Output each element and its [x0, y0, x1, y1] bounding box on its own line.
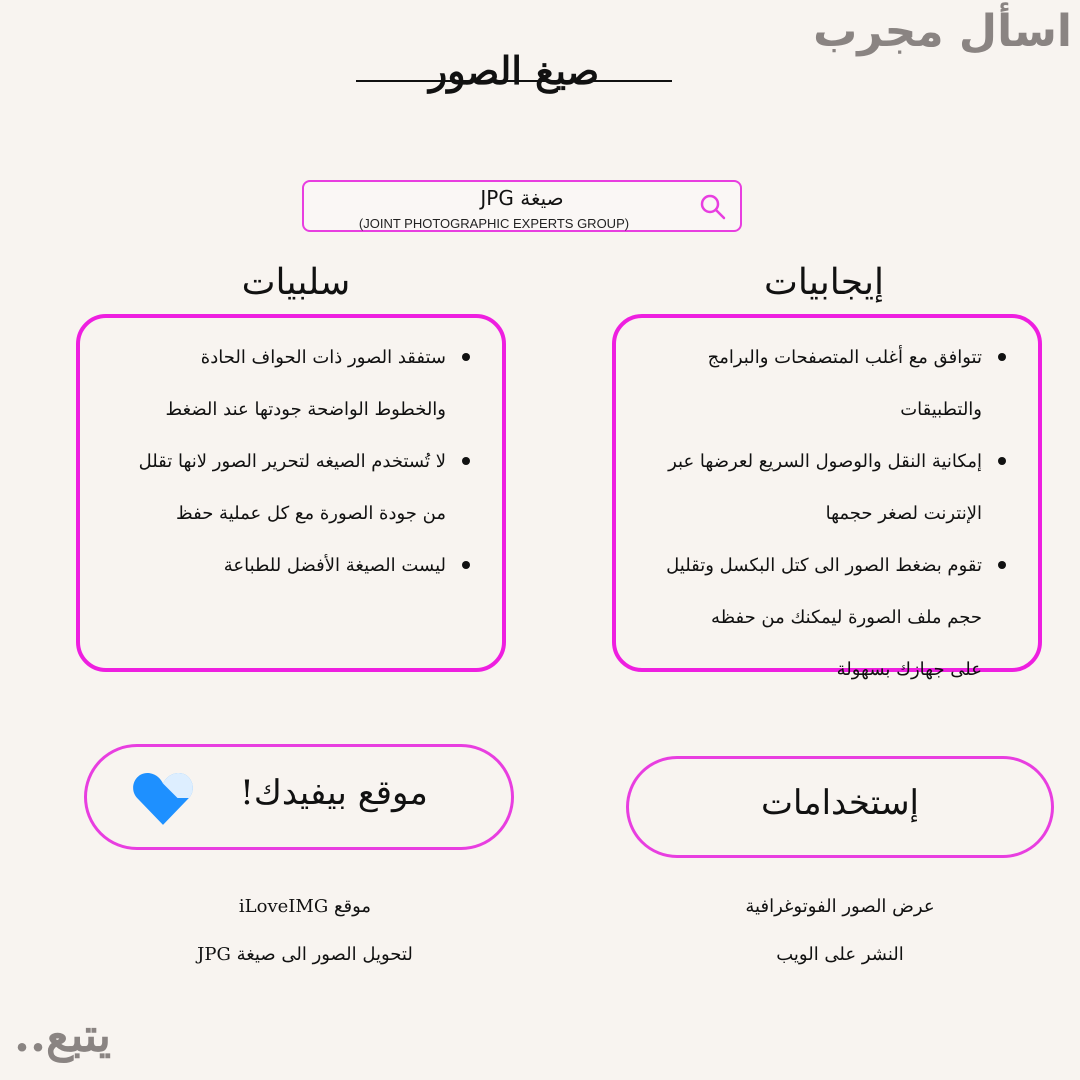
site-line: لتحويل الصور الى صيغة JPG: [197, 944, 413, 965]
pros-item-cont: على جهازك بسهولة: [836, 659, 982, 680]
heart-icon: [131, 769, 195, 827]
pros-item-cont: الإنترنت لصغر حجمها: [825, 503, 982, 524]
pros-item: تتوافق مع أغلب المتصفحات والبرامج: [626, 332, 1008, 384]
brand-logo: اسأل مجرب: [813, 6, 1072, 57]
format-search-box[interactable]: [302, 180, 742, 232]
cons-item: ليست الصيغة الأفضل للطباعة: [90, 540, 472, 592]
to-be-continued: يتبع..: [14, 1008, 112, 1062]
cons-item: ستفقد الصور ذات الحواف الحادة: [90, 332, 472, 384]
cons-heading: سلبيات: [241, 262, 351, 303]
pros-item-cont: والتطبيقات: [900, 399, 982, 420]
uses-label: إستخدامات: [760, 783, 919, 823]
uses-line: النشر على الويب: [776, 944, 904, 965]
site-pill[interactable]: [84, 744, 514, 850]
site-line[interactable]: موقع iLoveIMG: [238, 896, 372, 917]
cons-panel: [76, 314, 506, 672]
page-title: صيغ الصور: [428, 48, 600, 93]
site-label: موقع بيفيدك!: [240, 773, 428, 813]
pros-heading: إيجابيات: [764, 262, 884, 303]
format-title: صيغة JPG: [480, 186, 564, 210]
format-subtitle: (JOINT PHOTOGRAPHIC EXPERTS GROUP): [358, 216, 630, 231]
search-icon: [698, 192, 728, 222]
pros-item: إمكانية النقل والوصول السريع لعرضها عبر: [626, 436, 1008, 488]
uses-pill: [626, 756, 1054, 858]
cons-item-cont: من جودة الصورة مع كل عملية حفظ: [176, 503, 446, 524]
pros-panel: [612, 314, 1042, 680]
pros-item-cont: حجم ملف الصورة ليمكنك من حفظه: [711, 607, 982, 628]
pros-item: تقوم بضغط الصور الى كتل البكسل وتقليل: [626, 540, 1008, 592]
page-title-block: [356, 48, 672, 108]
cons-item: لا تُستخدم الصيغه لتحرير الصور لانها تقلل: [90, 436, 472, 488]
uses-line: عرض الصور الفوتوغرافية: [745, 896, 935, 917]
cons-item-cont: والخطوط الواضحة جودتها عند الضغط: [165, 399, 446, 420]
